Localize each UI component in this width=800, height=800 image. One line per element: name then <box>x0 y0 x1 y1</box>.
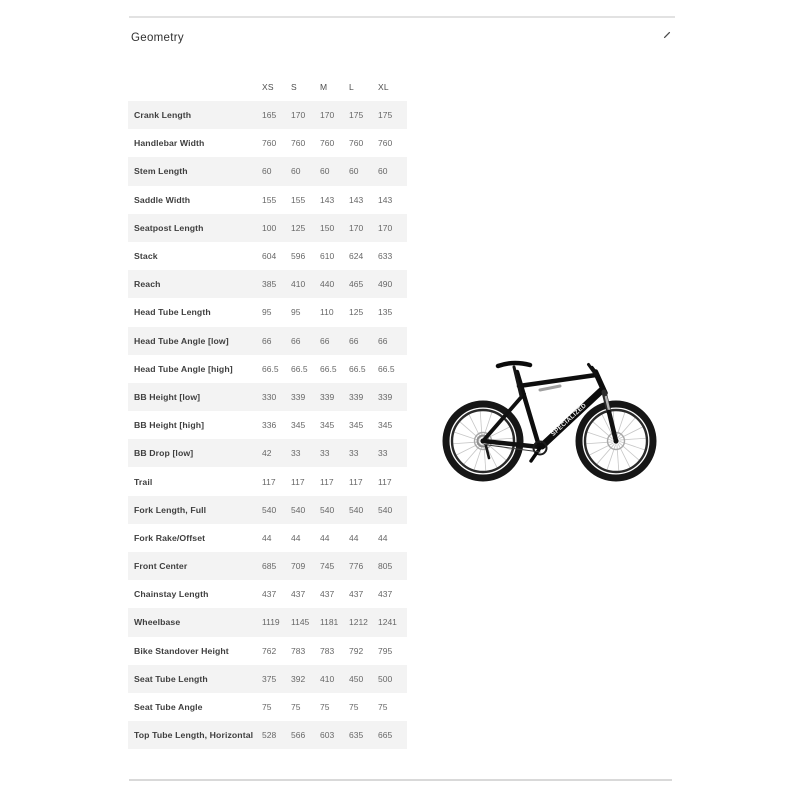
size-value: 760 <box>320 138 335 149</box>
table-row <box>128 665 407 693</box>
size-value: 760 <box>291 138 306 149</box>
row-label: Seat Tube Angle <box>134 702 203 713</box>
size-value: 170 <box>320 110 335 121</box>
size-column-header: M <box>320 82 328 92</box>
size-value: 760 <box>262 138 277 149</box>
row-label: Front Center <box>134 561 188 572</box>
size-value: 175 <box>349 110 364 121</box>
size-value: 410 <box>320 673 335 684</box>
size-value: 33 <box>320 448 330 459</box>
size-value: 783 <box>320 645 335 656</box>
row-label: Seatpost Length <box>134 222 204 233</box>
table-row <box>128 327 407 355</box>
table-row <box>128 186 407 214</box>
size-value: 170 <box>291 110 306 121</box>
size-value: 450 <box>349 673 364 684</box>
size-value: 440 <box>320 279 335 290</box>
size-value: 170 <box>378 222 393 233</box>
size-value: 150 <box>320 222 335 233</box>
row-label: Bike Standover Height <box>134 645 229 656</box>
size-value: 60 <box>349 166 359 177</box>
size-value: 339 <box>291 391 306 402</box>
size-value: 610 <box>320 251 335 262</box>
size-value: 66.5 <box>378 363 395 374</box>
section-divider-top <box>129 16 675 18</box>
size-value: 437 <box>349 589 364 600</box>
size-value: 143 <box>378 194 393 205</box>
size-value: 95 <box>262 307 272 318</box>
row-label: Reach <box>134 279 161 290</box>
size-value: 805 <box>378 561 393 572</box>
size-value: 44 <box>291 532 301 543</box>
table-row <box>128 637 407 665</box>
size-value: 392 <box>291 673 306 684</box>
size-value: 117 <box>262 476 276 487</box>
size-value: 175 <box>378 110 393 121</box>
size-column-header: L <box>349 82 354 92</box>
size-value: 1145 <box>291 617 310 628</box>
size-value: 44 <box>320 532 330 543</box>
size-value: 125 <box>349 307 364 318</box>
size-value: 783 <box>291 645 306 656</box>
size-value: 155 <box>291 194 306 205</box>
size-value: 170 <box>349 222 364 233</box>
size-value: 566 <box>291 730 306 741</box>
row-label: Crank Length <box>134 110 192 121</box>
size-value: 437 <box>320 589 335 600</box>
row-label: Handlebar Width <box>134 138 205 149</box>
size-value: 760 <box>349 138 364 149</box>
size-value: 635 <box>349 730 364 741</box>
size-value: 75 <box>291 702 301 713</box>
size-value: 33 <box>349 448 359 459</box>
size-value: 60 <box>378 166 388 177</box>
size-value: 66 <box>291 335 301 346</box>
row-label: Stack <box>134 251 158 262</box>
row-label: BB Height [low] <box>134 391 201 402</box>
size-column-header: S <box>291 82 297 92</box>
row-label: Head Tube Length <box>134 307 211 318</box>
size-value: 143 <box>320 194 335 205</box>
table-row <box>128 242 407 270</box>
table-row <box>128 721 407 749</box>
geometry-table <box>128 101 407 749</box>
size-value: 135 <box>378 307 393 318</box>
size-value: 75 <box>262 702 272 713</box>
size-value: 42 <box>262 448 272 459</box>
table-row <box>128 580 407 608</box>
row-label: BB Drop [low] <box>134 448 194 459</box>
size-value: 33 <box>291 448 301 459</box>
size-value: 540 <box>378 504 393 515</box>
size-value: 110 <box>320 307 334 318</box>
size-value: 465 <box>349 279 364 290</box>
size-value: 117 <box>291 476 305 487</box>
size-value: 336 <box>262 420 277 431</box>
size-value: 345 <box>320 420 335 431</box>
row-label: Fork Length, Full <box>134 504 207 515</box>
table-row <box>128 552 407 580</box>
size-value: 66.5 <box>291 363 308 374</box>
size-value: 339 <box>378 391 393 402</box>
size-value: 60 <box>291 166 301 177</box>
table-row <box>128 157 407 185</box>
size-column-header: XL <box>378 82 389 92</box>
size-value: 604 <box>262 251 277 262</box>
size-value: 66 <box>262 335 272 346</box>
size-value: 437 <box>262 589 277 600</box>
row-label: Head Tube Angle [high] <box>134 363 233 374</box>
size-value: 540 <box>291 504 306 515</box>
size-value: 437 <box>378 589 393 600</box>
size-value: 633 <box>378 251 393 262</box>
size-value: 44 <box>262 532 272 543</box>
size-value: 685 <box>262 561 277 572</box>
size-value: 1212 <box>349 617 368 628</box>
size-value: 490 <box>378 279 393 290</box>
size-value: 339 <box>349 391 364 402</box>
table-row <box>128 129 407 157</box>
size-value: 345 <box>291 420 306 431</box>
size-value: 540 <box>320 504 335 515</box>
size-value: 795 <box>378 645 393 656</box>
row-label: Seat Tube Length <box>134 673 208 684</box>
size-value: 665 <box>378 730 393 741</box>
size-value: 345 <box>378 420 393 431</box>
size-value: 1241 <box>378 617 397 628</box>
size-value: 596 <box>291 251 306 262</box>
size-value: 66.5 <box>262 363 279 374</box>
size-value: 410 <box>291 279 306 290</box>
size-value: 95 <box>291 307 301 318</box>
table-row <box>128 270 407 298</box>
table-row <box>128 467 407 495</box>
size-value: 165 <box>262 110 277 121</box>
row-label: Fork Rake/Offset <box>134 532 206 543</box>
size-header-row <box>128 80 407 94</box>
table-row <box>128 214 407 242</box>
size-value: 792 <box>349 645 364 656</box>
row-label: Stem Length <box>134 166 188 177</box>
downtube-brand-text: SPECIALIZED <box>549 402 589 438</box>
size-value: 75 <box>320 702 330 713</box>
size-value: 125 <box>291 222 306 233</box>
table-row <box>128 383 407 411</box>
size-value: 117 <box>320 476 334 487</box>
size-value: 760 <box>378 138 393 149</box>
geometry-accordion-header[interactable] <box>131 28 675 46</box>
size-value: 143 <box>349 194 364 205</box>
size-value: 345 <box>349 420 364 431</box>
row-label: Wheelbase <box>134 617 181 628</box>
table-row <box>128 298 407 326</box>
size-value: 330 <box>262 391 277 402</box>
table-row <box>128 524 407 552</box>
size-value: 500 <box>378 673 393 684</box>
table-row <box>128 439 407 467</box>
size-value: 60 <box>320 166 330 177</box>
table-row <box>128 608 407 636</box>
size-value: 528 <box>262 730 277 741</box>
size-value: 44 <box>349 532 359 543</box>
size-value: 385 <box>262 279 277 290</box>
size-value: 100 <box>262 222 277 233</box>
size-value: 75 <box>378 702 388 713</box>
size-value: 776 <box>349 561 364 572</box>
size-value: 1119 <box>262 617 280 628</box>
size-value: 117 <box>349 476 363 487</box>
size-value: 60 <box>262 166 272 177</box>
size-value: 44 <box>378 532 388 543</box>
row-label: Saddle Width <box>134 194 191 205</box>
size-value: 75 <box>349 702 359 713</box>
size-value: 603 <box>320 730 335 741</box>
size-value: 375 <box>262 673 277 684</box>
size-value: 117 <box>378 476 392 487</box>
size-value: 33 <box>378 448 388 459</box>
row-label: Chainstay Length <box>134 589 209 600</box>
table-row <box>128 101 407 129</box>
size-value: 540 <box>262 504 277 515</box>
size-value: 437 <box>291 589 306 600</box>
size-value: 762 <box>262 645 277 656</box>
table-row <box>128 411 407 439</box>
size-value: 745 <box>320 561 335 572</box>
collapse-chevron-icon[interactable] <box>662 30 672 40</box>
size-value: 1181 <box>320 617 339 628</box>
size-value: 66 <box>320 335 330 346</box>
section-divider-bottom <box>129 779 672 781</box>
table-row <box>128 355 407 383</box>
section-title: Geometry <box>131 32 184 44</box>
size-value: 540 <box>349 504 364 515</box>
size-value: 66 <box>378 335 388 346</box>
size-column-header: XS <box>262 82 274 92</box>
size-value: 155 <box>262 194 277 205</box>
size-value: 66.5 <box>320 363 337 374</box>
size-value: 709 <box>291 561 306 572</box>
size-value: 66.5 <box>349 363 366 374</box>
size-value: 624 <box>349 251 364 262</box>
bike-product-image <box>440 340 680 500</box>
row-label: BB Height [high] <box>134 420 205 431</box>
row-label: Trail <box>134 476 153 487</box>
table-row <box>128 496 407 524</box>
row-label: Top Tube Length, Horizontal <box>134 730 254 741</box>
size-value: 339 <box>320 391 335 402</box>
table-row <box>128 693 407 721</box>
size-value: 66 <box>349 335 359 346</box>
row-label: Head Tube Angle [low] <box>134 335 229 346</box>
